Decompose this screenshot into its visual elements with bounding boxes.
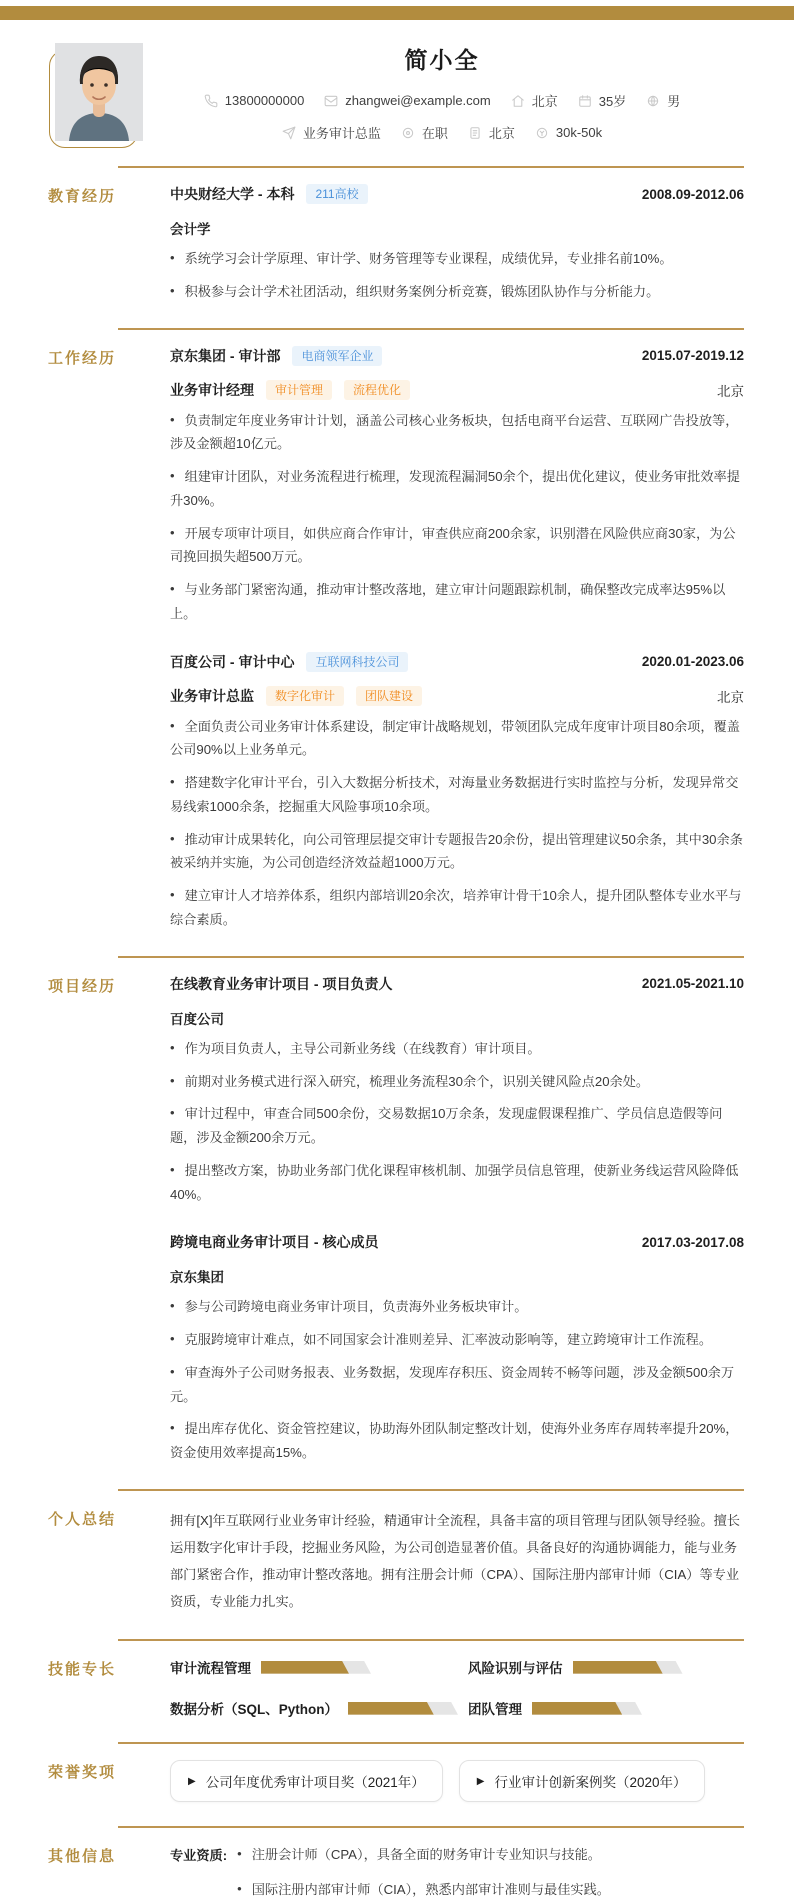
other-bullet-list xyxy=(229,1844,744,1901)
skill-item xyxy=(468,1657,744,1677)
school-name: 中央财经大学 - 本科 xyxy=(170,186,295,202)
contact-position xyxy=(282,123,381,142)
home-city-value: 北京 xyxy=(531,94,558,109)
candidate-name: 简小全 xyxy=(404,47,480,73)
contact-row-2 xyxy=(150,123,734,142)
mail-icon xyxy=(324,94,338,108)
position-icon xyxy=(282,126,296,140)
bullet-item: • 审查海外子公司财务报表、业务数据，发现库存积压、资金周转不畅等问题，涉及金额500余万元。 xyxy=(170,1361,744,1409)
phone-value: 13800000000 xyxy=(224,93,305,108)
section-work xyxy=(0,346,794,932)
phone-icon xyxy=(204,94,218,108)
section-divider xyxy=(118,1742,744,1744)
bullet-item: • 前期对业务模式进行深入研究，梳理业务流程30余个，识别关键风险点20余处。 xyxy=(170,1070,744,1094)
avatar-portrait-graphic xyxy=(55,43,143,141)
job-tag: 团队建设 xyxy=(356,686,422,706)
project-date: 2017.03-2017.08 xyxy=(641,1234,744,1250)
skill-bar-fill xyxy=(532,1702,622,1715)
section-label-awards: 荣誉奖项 xyxy=(48,1764,117,1782)
skill-bar xyxy=(261,1661,371,1674)
age-icon xyxy=(578,94,592,108)
section-summary xyxy=(0,1507,794,1615)
skill-bar xyxy=(532,1702,642,1715)
job-title: 业务审计经理 xyxy=(170,381,254,398)
avatar xyxy=(55,43,143,141)
skill-item xyxy=(170,1698,458,1718)
section-label-education: 教育经历 xyxy=(48,188,117,205)
contact-phone xyxy=(204,93,305,108)
job-location: 北京 xyxy=(717,689,744,705)
education-date: 2008.09-2012.06 xyxy=(641,186,744,202)
salary-value: 30k-50k xyxy=(555,125,603,140)
section-awards xyxy=(0,1760,794,1802)
bullet-item: • 注册会计师（CPA），具备全面的财务审计专业知识与技能。 xyxy=(237,1844,744,1866)
major: 会计学 xyxy=(170,222,211,237)
email-value: zhangwei@example.com xyxy=(345,93,491,108)
company-name: 京东集团 - 审计部 xyxy=(170,347,281,364)
job-location: 北京 xyxy=(717,383,744,399)
work-entry xyxy=(170,652,744,932)
bullet-item: • 开展专项审计项目，如供应商合作审计，审查供应商200余家，识别潜在风险供应商30家，为公司挽回损失超500万元。 xyxy=(170,522,744,570)
job-tag: 流程优化 xyxy=(344,380,410,400)
contact-home xyxy=(511,91,558,110)
position-value: 业务审计总监 xyxy=(302,126,381,141)
profile-photo xyxy=(55,43,143,141)
bullet-item: • 积极参与会计学术社团活动，组织财务案例分析竞赛，锻炼团队协作与分析能力。 xyxy=(170,280,744,304)
top-accent-bar xyxy=(0,6,794,20)
bullet-item: • 克服跨境审计难点，如不同国家会计准则差异、汇率波动影响等，建立跨境审计工作流程。 xyxy=(170,1328,744,1352)
bullet-item: • 国际注册内部审计师（CIA），熟悉内部审计准则与最佳实践。 xyxy=(237,1879,744,1901)
bullet-item: • 与业务部门紧密沟通，推动审计整改落地，建立审计问题跟踪机制，确保整改完成率达95%以上。 xyxy=(170,578,744,626)
bullet-item: • 参与公司跨境电商业务审计项目，负责海外业务板块审计。 xyxy=(170,1295,744,1319)
section-label-skills: 技能专长 xyxy=(48,1661,117,1679)
work-entry xyxy=(170,346,744,626)
bullet-item: • 建立审计人才培养体系，组织内部培训20余次，培养审计骨干10余人，提升团队整体专业水平与综合素质。 xyxy=(170,884,744,932)
section-label-other: 其他信息 xyxy=(48,1848,117,1866)
skills-grid xyxy=(170,1657,744,1718)
bullet-item: • 负责制定年度业务审计计划，涵盖公司核心业务板块，包括电商平台运营、互联网广告投放等，涉及金额超10亿元。 xyxy=(170,409,744,457)
skill-bar xyxy=(348,1702,458,1715)
other-category: 专业资质: xyxy=(170,1848,228,1864)
section-divider xyxy=(118,1826,744,1828)
section-divider xyxy=(118,1639,744,1641)
project-name: 跨境电商业务审计项目 - 核心成员 xyxy=(170,1234,379,1251)
resume-page xyxy=(0,6,794,1898)
section-divider xyxy=(118,956,744,958)
job-tag: 数字化审计 xyxy=(266,686,344,706)
bullet-item: • 提出整改方案，协助业务部门优化课程审核机制、加强学员信息管理，使新业务线运营风险降低40%。 xyxy=(170,1159,744,1207)
skill-bar-fill xyxy=(261,1661,349,1674)
skill-name: 团队管理 xyxy=(468,1702,522,1718)
summary-text: 拥有[X]年互联网行业业务审计经验，精通审计全流程，具备丰富的项目管理与团队领导经验。擅长运用数字化审计手段，挖掘业务风险，为公司创造显著价值。具备良好的沟通协调能力，能与业务部门紧密合作，推动审计整改落地。拥有注册会计师（CPA）、国际注册内部审计师（CIA）等专业资质，专业能力扎实。 xyxy=(170,1512,740,1610)
work-date: 2015.07-2019.12 xyxy=(641,348,744,364)
project-name: 在线教育业务审计项目 - 项目负责人 xyxy=(170,975,393,992)
city-value: 北京 xyxy=(488,126,515,141)
status-icon xyxy=(401,126,415,140)
section-label-projects: 项目经历 xyxy=(48,977,117,995)
contact-gender xyxy=(646,91,680,110)
project-company: 百度公司 xyxy=(170,1011,224,1027)
bullet-item: • 全面负责公司业务审计体系建设，制定审计战略规划，带领团队完成年度审计项目80余项，覆盖公司90%以上业务单元。 xyxy=(170,715,744,763)
skill-item xyxy=(468,1698,744,1718)
job-title: 业务审计总监 xyxy=(170,687,254,704)
school-tag: 211高校 xyxy=(306,184,367,204)
bullet-item: • 系统学习会计学原理、审计学、财务管理等专业课程，成绩优异，专业排名前10%。 xyxy=(170,247,744,271)
job-tag: 审计管理 xyxy=(266,380,332,400)
skill-item xyxy=(170,1657,458,1677)
company-tag: 电商领军企业 xyxy=(292,346,382,366)
project-entry xyxy=(170,1232,744,1465)
section-divider xyxy=(118,1489,744,1491)
work-date: 2020.01-2023.06 xyxy=(641,654,744,670)
section-skills xyxy=(0,1657,794,1718)
section-label-work: 工作经历 xyxy=(48,349,117,367)
bullet-item: • 提出库存优化、资金管控建议，协助海外团队制定整改计划，使海外业务库存周转率提升20%，资金使用效率提高15%。 xyxy=(170,1417,744,1465)
company-name: 百度公司 - 审计中心 xyxy=(170,653,295,670)
skill-name: 数据分析（SQL、Python） xyxy=(170,1702,338,1718)
award-text: 公司年度优秀审计项目奖（2021年） xyxy=(205,1775,425,1791)
gender-icon xyxy=(646,94,660,108)
education-entry xyxy=(170,184,744,304)
award-pill[interactable] xyxy=(459,1760,705,1802)
bullet-item: • 作为项目负责人，主导公司新业务线（在线教育）审计项目。 xyxy=(170,1037,744,1061)
project-company: 京东集团 xyxy=(170,1270,224,1286)
status-value: 在职 xyxy=(421,126,448,141)
awards-list xyxy=(170,1760,744,1802)
contact-email xyxy=(324,93,490,108)
other-info-row xyxy=(170,1844,744,1901)
skill-name: 审计流程管理 xyxy=(170,1661,251,1677)
contact-city xyxy=(468,123,515,142)
bullet-item: • 组建审计团队，对业务流程进行梳理，发现流程漏洞50余个，提出优化建议，使业务审批效率提升30%。 xyxy=(170,465,744,513)
award-text: 行业审计创新案例奖（2020年） xyxy=(494,1775,687,1791)
salary-icon xyxy=(535,126,549,140)
award-pill[interactable] xyxy=(170,1760,443,1802)
section-projects xyxy=(0,974,794,1465)
home-icon xyxy=(511,94,525,108)
section-education xyxy=(0,184,794,304)
bullet-item: • 搭建数字化审计平台，引入大数据分析技术，对海量业务数据进行实时监控与分析，发现异常交易线索1000余条，挖掘重大风险事项10余项。 xyxy=(170,771,744,819)
contact-status xyxy=(401,123,448,142)
bullet-item: • 推动审计成果转化，向公司管理层提交审计专题报告20余份，提出管理建议50余条，其中30余条被采纳并实施，为公司创造经济效益超1000万元。 xyxy=(170,828,744,876)
section-other xyxy=(0,1844,794,1901)
section-divider xyxy=(118,166,744,168)
bullet-item: • 审计过程中，审查合同500余份，交易数据10万余条，发现虚假课程推广、学员信息造假等问题，涉及金额200余万元。 xyxy=(170,1102,744,1150)
play-icon: ▶ xyxy=(188,1775,196,1787)
contact-salary xyxy=(535,125,602,140)
section-label-summary: 个人总结 xyxy=(48,1510,117,1528)
section-divider xyxy=(118,328,744,330)
contact-row-1 xyxy=(150,91,734,110)
age-value: 35岁 xyxy=(598,94,627,109)
contact-age xyxy=(578,91,626,110)
resume-header xyxy=(0,20,794,142)
gender-value: 男 xyxy=(667,94,681,109)
play-icon: ▶ xyxy=(476,1775,485,1787)
city-icon xyxy=(468,126,482,140)
skill-name: 风险识别与评估 xyxy=(468,1661,563,1677)
project-entry xyxy=(170,974,744,1207)
skill-bar-fill xyxy=(348,1702,434,1715)
project-date: 2021.05-2021.10 xyxy=(641,976,744,992)
company-tag: 互联网科技公司 xyxy=(306,652,408,672)
skill-bar-fill xyxy=(573,1661,663,1674)
skill-bar xyxy=(573,1661,683,1674)
